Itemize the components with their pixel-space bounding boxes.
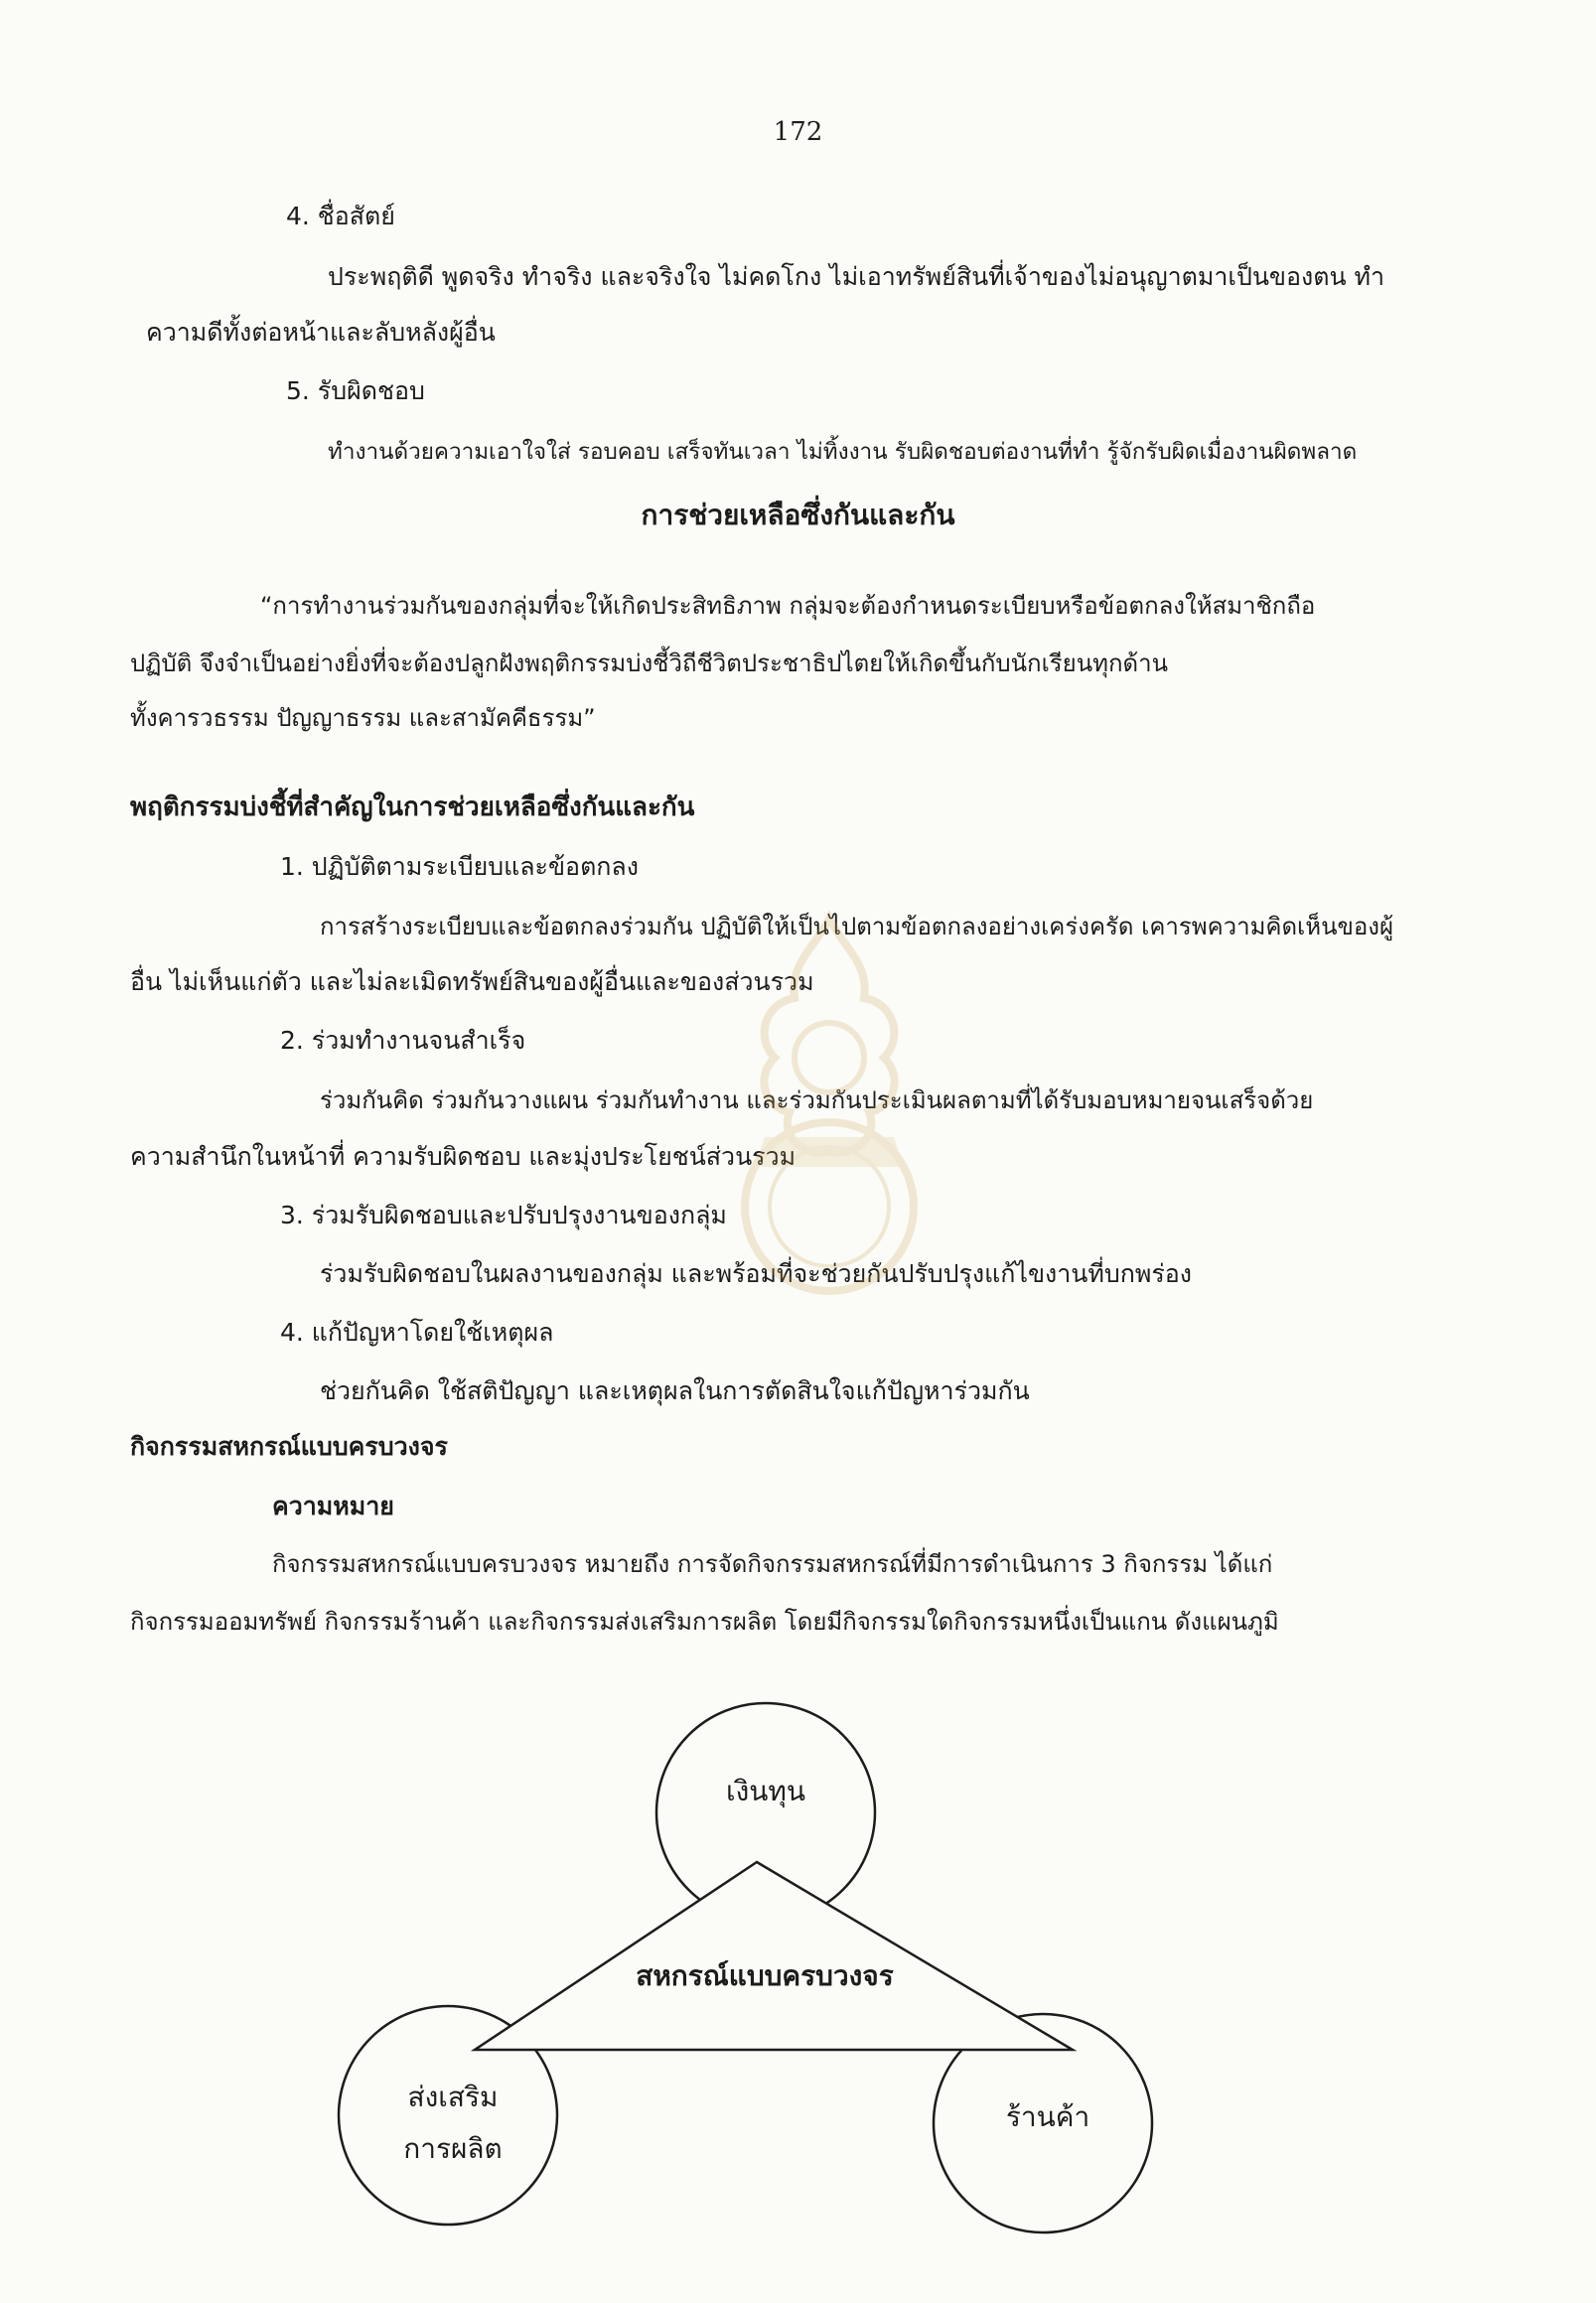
item-4-heading: 4. ชื่อสัตย์ (286, 202, 395, 230)
item-5-body-line1: ทำงานด้วยความเอาใจใส่ รอบคอบ เสร็จทันเวลา ไม่ทิ้งงาน รับผิดชอบต่องานที่ทำ รู้จักรับผิดเมื่องานผิดพลาด (328, 439, 1358, 465)
behavior-4-body-line1: ช่วยกันคิด ใช้สติปัญญา และเหตุผลในการตัดสินใจแก้ปัญหาร่วมกัน (320, 1376, 1030, 1405)
behavior-2-body-line1: ร่วมกันคิด ร่วมกันวางแผน ร่วมกันทำงาน และร่วมกันประเมินผลตามที่ได้รับมอบหมายจนเสร็จด้วย (320, 1086, 1314, 1114)
item-4-body-line2: ความดีทั้งต่อหน้าและลับหลังผู้อื่น (146, 318, 496, 347)
cooperative-diagram (0, 1678, 1596, 2234)
page-number: 172 (773, 117, 823, 147)
diagram-label-center: สหกรณ์แบบครบวงจร (636, 1959, 894, 1992)
behaviors-heading: พฤติกรรมบ่งชี้ที่สำคัญในการช่วยเหลือซึ่งกันและกัน (130, 792, 695, 822)
meaning-heading: ความหมาย (272, 1492, 394, 1520)
quote-line2: ปฏิบัติ จึงจำเป็นอย่างยิ่งที่จะต้องปลูกฝังพฤติกรรมบ่งชี้วิถีชีวิตประชาธิปไตยให้เกิดขึ้นกับนักเรียนทุกด้าน (130, 649, 1168, 677)
behavior-1-body-line1: การสร้างระเบียบและข้อตกลงร่วมกัน ปฏิบัติให้เป็นไปตามข้อตกลงอย่างเคร่งครัด เคารพความคิดเห็นของผู้ (320, 913, 1394, 940)
section-title: การช่วยเหลือซึ่งกันและกัน (641, 499, 955, 531)
behavior-2-heading: 2. ร่วมทำงานจนสำเร็จ (280, 1026, 526, 1055)
meaning-line1: กิจกรรมสหกรณ์แบบครบวงจร หมายถึง การจัดกิจกรรมสหกรณ์ที่มีการดำเนินการ 3 กิจกรรม ได้แก่ (272, 1550, 1273, 1578)
quote-line1: “การทำงานร่วมกันของกลุ่มที่จะให้เกิดประสิทธิภาพ กลุ่มจะต้องกำหนดระเบียบหรือข้อตกลงให้สมาชิกถือ (260, 592, 1316, 620)
behavior-3-heading: 3. ร่วมรับผิดชอบและปรับปรุงงานของกลุ่ม (280, 1201, 727, 1229)
behavior-2-body-line2: ความสำนึกในหน้าที่ ความรับผิดชอบ และมุ่งประโยชน์ส่วนรวม (130, 1142, 797, 1171)
behavior-3-body-line1: ร่วมรับผิดชอบในผลงานของกลุ่ม และพร้อมที่จะช่วยกันปรับปรุงแก้ไขงานที่บกพร่อง (320, 1259, 1193, 1288)
meaning-line2: กิจกรรมออมทรัพย์ กิจกรรมร้านค้า และกิจกรรมส่งเสริมการผลิต โดยมีกิจกรรมใดกิจกรรมหนึ่งเป็นแกน ดังแผนภูมิ (130, 1608, 1279, 1636)
watermark-seal-icon (695, 909, 963, 1306)
activity-heading: กิจกรรมสหกรณ์แบบครบวงจร (130, 1432, 448, 1461)
behavior-4-heading: 4. แก้ปัญหาโดยใช้เหตุผล (280, 1318, 554, 1347)
item-4-body-line1: ประพฤติดี พูดจริง ทำจริง และจริงใจ ไม่คดโกง ไม่เอาทรัพย์สินที่เจ้าของไม่อนุญาตมาเป็นของตน ทำ (328, 262, 1385, 291)
diagram-label-capital: เงินทุน (726, 1775, 805, 1807)
behavior-1-body-line2: อื่น ไม่เห็นแก่ตัว และไม่ละเมิดทรัพย์สินของผู้อื่นและของส่วนรวม (130, 967, 814, 996)
item-5-heading: 5. รับผิดชอบ (286, 376, 425, 405)
quote-line3: ทั้งคารวธรรม ปัญญาธรรม และสามัคคีธรรม” (130, 704, 596, 732)
diagram-label-store: ร้านค้า (1005, 2100, 1090, 2133)
diagram-label-production-line1: ส่งเสริม (407, 2081, 499, 2113)
behavior-1-heading: 1. ปฏิบัติตามระเบียบและข้อตกลง (280, 852, 639, 881)
diagram-label-production-line2: การผลิต (403, 2132, 503, 2165)
